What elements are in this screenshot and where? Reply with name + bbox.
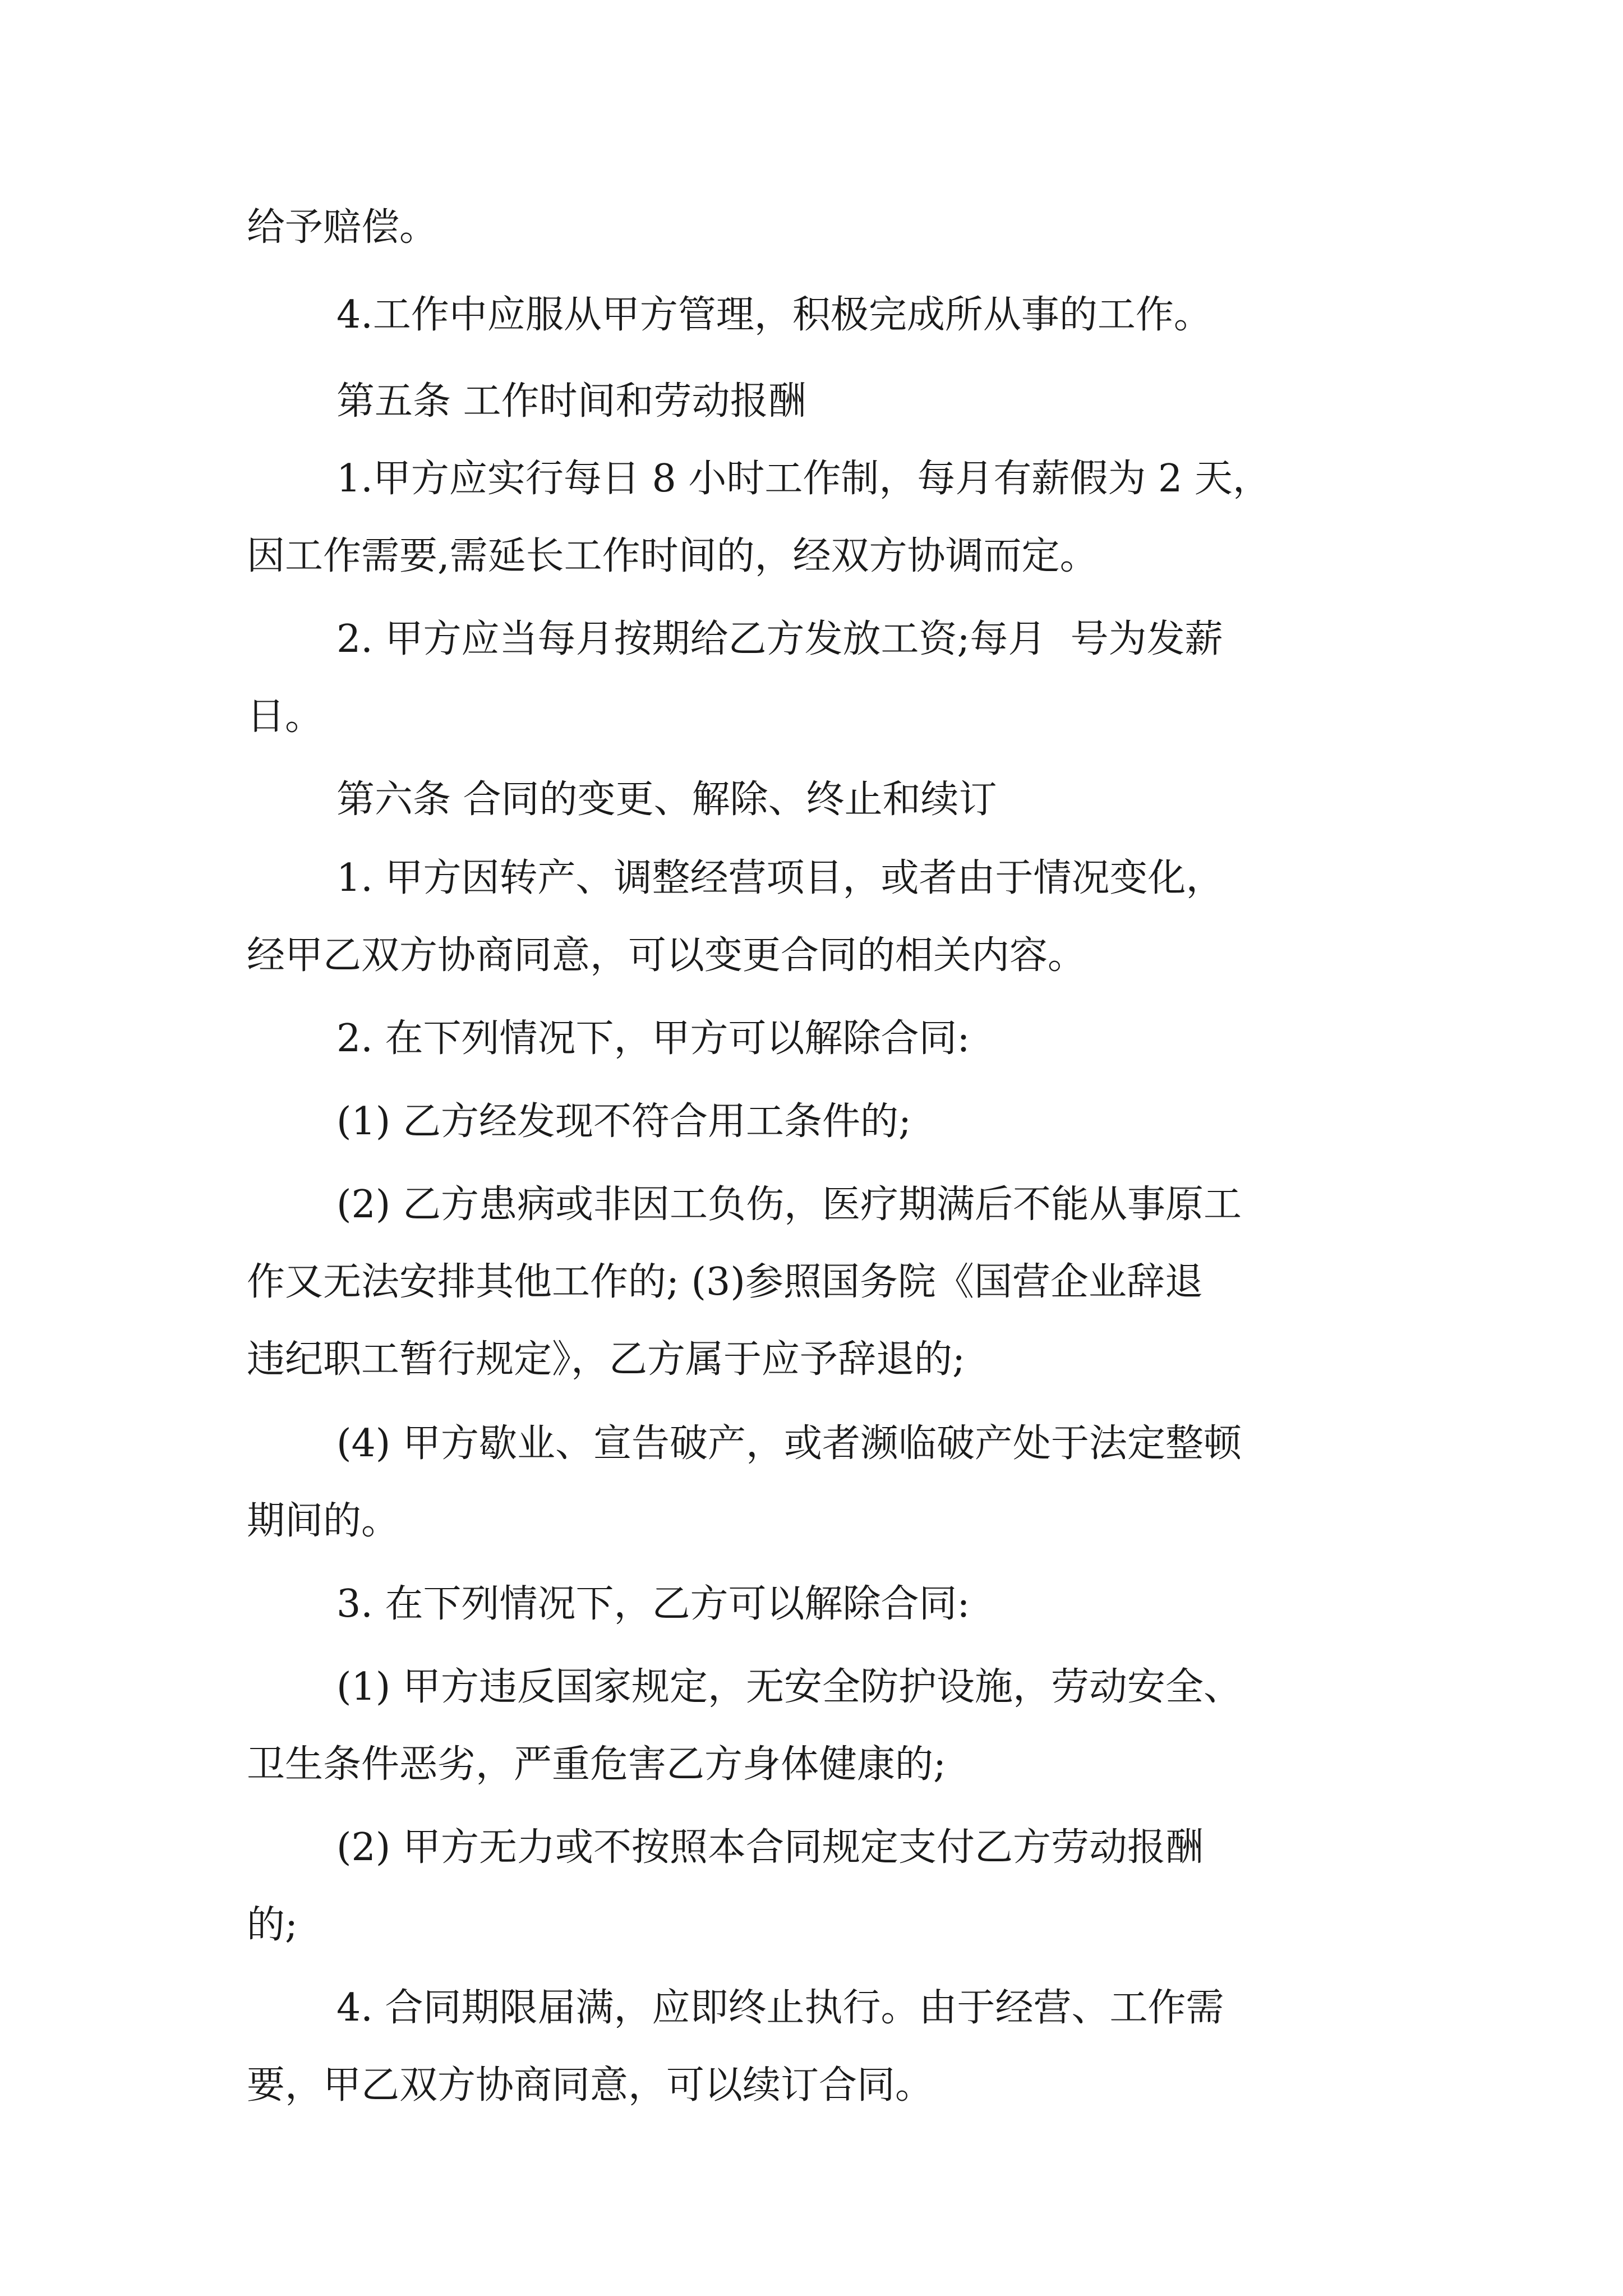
section-heading: 第六条 合同的变更、解除、终止和续订 <box>336 777 997 822</box>
text-line: (1) 乙方经发现不符合用工条件的; <box>336 1099 911 1144</box>
text-line: 2. 甲方应当每月按期给乙方发放工资;每月 号为发薪 <box>336 617 1223 661</box>
section-heading: 第五条 工作时间和劳动报酬 <box>336 379 806 424</box>
text-line: 给予赔偿。 <box>247 205 438 250</box>
text-line: 经甲乙双方协商同意，可以变更合同的相关内容。 <box>247 933 1086 978</box>
text-line: 的; <box>247 1903 298 1947</box>
text-line: (1) 甲方违反国家规定，无安全防护设施，劳动安全、 <box>336 1665 1242 1709</box>
text-line: 4.工作中应服从甲方管理，积极完成所从事的工作。 <box>336 293 1212 337</box>
text-line: (2) 甲方无力或不按照本合同规定支付乙方劳动报酬 <box>336 1825 1204 1870</box>
text-line: 违纪职工暂行规定》，乙方属于应予辞退的; <box>247 1337 965 1382</box>
text-line: 作又无法安排其他工作的; (3)参照国务院《国营企业辞退 <box>247 1260 1203 1304</box>
text-line: 期间的。 <box>247 1499 400 1543</box>
text-line: 2. 在下列情况下，甲方可以解除合同: <box>336 1016 970 1061</box>
text-line: 日。 <box>247 694 324 739</box>
text-line: 1. 甲方因转产、调整经营项目，或者由于情况变化， <box>336 856 1224 900</box>
text-line: 要，甲乙双方协商同意，可以续订合同。 <box>247 2063 934 2108</box>
text-line: 卫生条件恶劣，严重危害乙方身体健康的; <box>247 1742 946 1787</box>
text-line: 4. 合同期限届满，应即终止执行。由于经营、工作需 <box>336 1986 1224 2030</box>
text-line: 3. 在下列情况下，乙方可以解除合同: <box>336 1582 970 1626</box>
text-line: (2) 乙方患病或非因工负伤，医疗期满后不能从事原工 <box>336 1182 1242 1227</box>
text-line: 因工作需要,需延长工作时间的，经双方协调而定。 <box>247 534 1098 578</box>
text-line: (4) 甲方歇业、宣告破产，或者濒临破产处于法定整顿 <box>336 1421 1242 1466</box>
text-line: 1.甲方应实行每日 8 小时工作制，每月有薪假为 2 天， <box>336 457 1271 501</box>
